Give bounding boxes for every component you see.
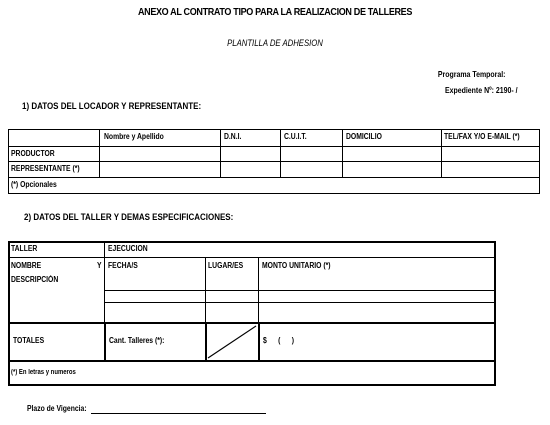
ejecucion-label: EJECUCION [108, 244, 148, 253]
diagonal-strike [206, 323, 258, 360]
section2-heading: 2) DATOS DEL TALLER Y DEMAS ESPECIFICACIONES: [24, 212, 234, 223]
totales-label: TOTALES [13, 336, 45, 345]
col-cuit: C.U.I.T. [284, 132, 307, 141]
lugares-label: LUGAR/ES [208, 261, 244, 270]
plazo-vigencia-label: Plazo de Vigencia: [27, 404, 87, 413]
cant-talleres-label: Cant. Talleres (*): [109, 336, 165, 345]
document-subtitle: PLANTILLA DE ADHESION [227, 38, 323, 48]
nombre-label: NOMBRE [11, 261, 42, 270]
col-contacto: TEL/FAX Y/O E-MAIL (*) [444, 132, 520, 141]
monto-label: MONTO UNITARIO (*) [262, 261, 331, 270]
optional-note: (*) Opcionales [11, 180, 57, 189]
expediente-label: Expediente Nº: 2190- / [445, 85, 518, 95]
currency-value: $ ( ) [263, 336, 294, 345]
section1-heading: 1) DATOS DEL LOCADOR Y REPRESENTANTE: [22, 101, 202, 112]
taller-label: TALLER [11, 244, 38, 253]
row-representante: REPRESENTANTE (*) [11, 164, 80, 173]
letters-numbers-note: (*) En letras y numeros [11, 369, 76, 376]
col-domicilio: DOMICILIO [346, 132, 382, 141]
col-dni: D.N.I. [224, 132, 242, 141]
col-nombre: Nombre y Apellido [104, 132, 164, 141]
document-title: ANEXO AL CONTRATO TIPO PARA LA REALIZACION DE TALLERES [137, 6, 413, 18]
fechas-label: FECHA/S [108, 261, 138, 270]
plazo-vigencia-line[interactable] [91, 413, 266, 414]
row-productor: PRODUCTOR [11, 149, 55, 158]
y-label: Y [97, 261, 102, 270]
programa-temporal-label: Programa Temporal: [438, 69, 506, 79]
descripcion-label: DESCRIPCIÓN [11, 275, 59, 284]
